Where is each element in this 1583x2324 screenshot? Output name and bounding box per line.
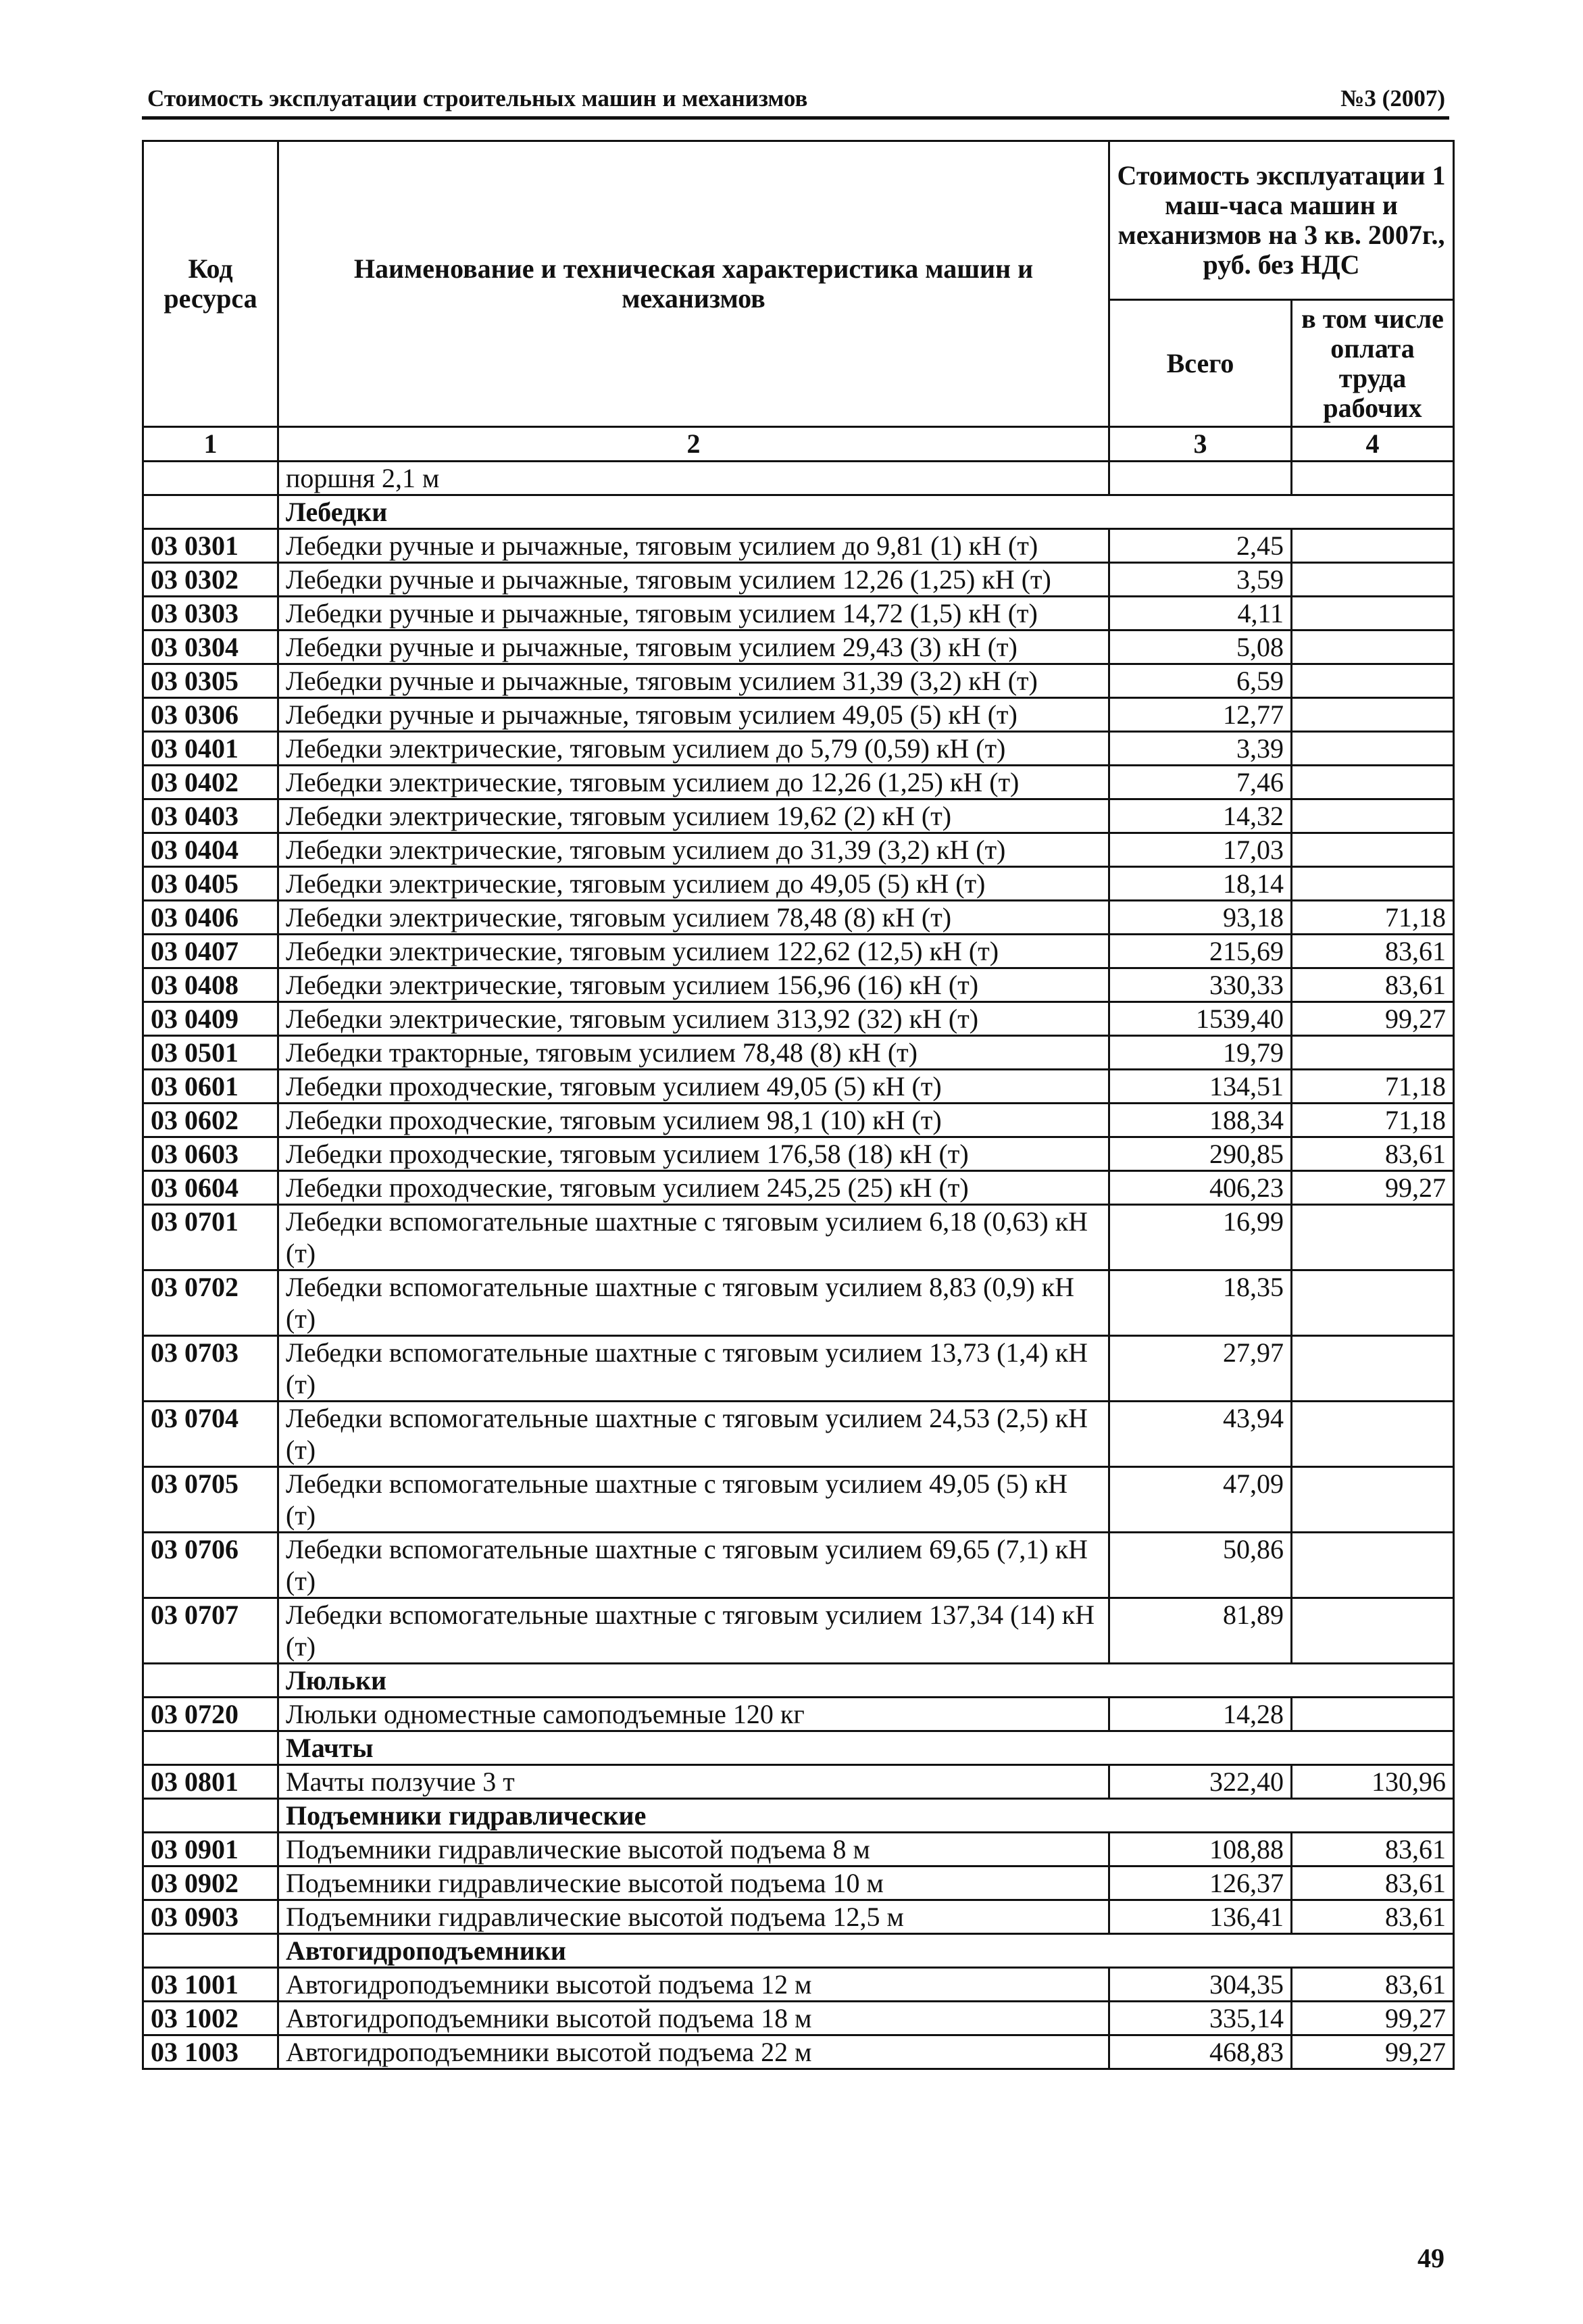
resource-code: 03 0301 (143, 529, 278, 563)
table-row (143, 1402, 1454, 1467)
cost-labor (1292, 1402, 1454, 1467)
cost-labor: 83,61 (1292, 1900, 1454, 1934)
resource-code (143, 462, 278, 495)
machine-name: Лебедки ручные и рычажные, тяговым усилием 29,43 (3) кН (т) (278, 631, 1109, 664)
cost-total: 290,85 (1109, 1137, 1292, 1171)
cost-labor: 99,27 (1292, 1002, 1454, 1036)
cost-total: 134,51 (1109, 1070, 1292, 1104)
table-row (143, 597, 1454, 631)
machine-name: Лебедки ручные и рычажные, тяговым усилием 31,39 (3,2) кН (т) (278, 664, 1109, 698)
cost-labor: 71,18 (1292, 901, 1454, 935)
machine-name: Лебедки электрические, тяговым усилием до 5,79 (0,59) кН (т) (278, 732, 1109, 766)
machine-name: Лебедки электрические, тяговым усилием до 12,26 (1,25) кН (т) (278, 766, 1109, 799)
table-row (143, 1698, 1454, 1731)
cost-labor (1292, 1205, 1454, 1270)
cost-total: 14,28 (1109, 1698, 1292, 1731)
table-row (143, 1467, 1454, 1533)
cost-total: 12,77 (1109, 698, 1292, 732)
cost-labor (1292, 563, 1454, 597)
table-row (143, 901, 1454, 935)
cost-total: 468,83 (1109, 2035, 1292, 2069)
cost-total: 215,69 (1109, 935, 1292, 968)
section-title: Мачты (278, 1731, 1454, 1765)
cost-total (1109, 462, 1292, 495)
machine-name: Подъемники гидравлические высотой подъема 8 м (278, 1833, 1109, 1866)
cost-total: 19,79 (1109, 1036, 1292, 1070)
cost-labor (1292, 867, 1454, 901)
machine-name: Лебедки вспомогательные шахтные с тяговым усилием 49,05 (5) кН (т) (278, 1467, 1109, 1533)
column-header-code: Код ресурса (143, 141, 278, 427)
table-row (143, 1171, 1454, 1205)
cost-total: 335,14 (1109, 2002, 1292, 2035)
cost-total: 188,34 (1109, 1104, 1292, 1137)
table-row (143, 1598, 1454, 1664)
machine-name: Лебедки вспомогательные шахтные с тяговым усилием 137,34 (14) кН (т) (278, 1598, 1109, 1664)
cost-total: 406,23 (1109, 1171, 1292, 1205)
machine-name: Лебедки электрические, тяговым усилием 78,48 (8) кН (т) (278, 901, 1109, 935)
resource-code: 03 1003 (143, 2035, 278, 2069)
cost-labor: 99,27 (1292, 1171, 1454, 1205)
section-code-cell (143, 1664, 278, 1698)
machine-name: Лебедки ручные и рычажные, тяговым усилием 49,05 (5) кН (т) (278, 698, 1109, 732)
table-row (143, 968, 1454, 1002)
resource-code: 03 0603 (143, 1137, 278, 1171)
cost-total: 5,08 (1109, 631, 1292, 664)
cost-labor (1292, 1533, 1454, 1598)
column-number: 3 (1109, 427, 1292, 462)
resource-code: 03 0405 (143, 867, 278, 901)
machine-name: Лебедки электрические, тяговым усилием 19,62 (2) кН (т) (278, 799, 1109, 833)
cost-total: 14,32 (1109, 799, 1292, 833)
table-row (143, 799, 1454, 833)
cost-labor (1292, 529, 1454, 563)
resource-code: 03 0408 (143, 968, 278, 1002)
cost-total: 47,09 (1109, 1467, 1292, 1533)
machine-name: Автогидроподъемники высотой подъема 18 м (278, 2002, 1109, 2035)
cost-labor: 99,27 (1292, 2002, 1454, 2035)
cost-total: 136,41 (1109, 1900, 1292, 1934)
resource-code: 03 0601 (143, 1070, 278, 1104)
resource-code: 03 0702 (143, 1270, 278, 1336)
cost-labor (1292, 766, 1454, 799)
resource-code: 03 0402 (143, 766, 278, 799)
resource-code: 03 0403 (143, 799, 278, 833)
table-row (143, 698, 1454, 732)
running-header (142, 76, 1449, 120)
table-row (143, 2035, 1454, 2069)
section-code-cell (143, 1799, 278, 1833)
machine-name: Лебедки проходческие, тяговым усилием 98,1 (10) кН (т) (278, 1104, 1109, 1137)
resource-code: 03 0401 (143, 732, 278, 766)
resource-code: 03 0704 (143, 1402, 278, 1467)
column-header-cost: Стоимость эксплуатации 1 маш-часа машин и механизмов на 3 кв. 2007г., руб. без НДС (1109, 141, 1454, 300)
cost-total: 7,46 (1109, 766, 1292, 799)
resource-code: 03 0303 (143, 597, 278, 631)
table-row (143, 1270, 1454, 1336)
resource-code: 03 0902 (143, 1866, 278, 1900)
cost-total: 322,40 (1109, 1765, 1292, 1799)
column-number: 4 (1292, 427, 1454, 462)
resource-code: 03 0707 (143, 1598, 278, 1664)
machine-name: Лебедки проходческие, тяговым усилием 49,05 (5) кН (т) (278, 1070, 1109, 1104)
cost-labor (1292, 1336, 1454, 1402)
section-title: Подъемники гидравлические (278, 1799, 1454, 1833)
resource-code: 03 0409 (143, 1002, 278, 1036)
cost-labor: 71,18 (1292, 1104, 1454, 1137)
machine-name: Автогидроподъемники высотой подъема 12 м (278, 1968, 1109, 2002)
column-header-total: Всего (1109, 300, 1292, 427)
table-row (143, 1900, 1454, 1934)
cost-labor (1292, 799, 1454, 833)
section-row (143, 1799, 1454, 1833)
resource-code: 03 0404 (143, 833, 278, 867)
table-row (143, 1866, 1454, 1900)
cost-labor (1292, 462, 1454, 495)
cost-labor (1292, 1270, 1454, 1336)
machine-name: Лебедки электрические, тяговым усилием 156,96 (16) кН (т) (278, 968, 1109, 1002)
table-row (143, 1968, 1454, 2002)
table-row (143, 563, 1454, 597)
section-row (143, 1934, 1454, 1968)
machine-name: Подъемники гидравлические высотой подъема 10 м (278, 1866, 1109, 1900)
resource-code: 03 0406 (143, 901, 278, 935)
column-header-labor: в том числе оплата труда рабочих (1292, 300, 1454, 427)
resource-code: 03 0701 (143, 1205, 278, 1270)
cost-labor (1292, 1036, 1454, 1070)
table-row (143, 1833, 1454, 1866)
machine-name: Лебедки ручные и рычажные, тяговым усилием 12,26 (1,25) кН (т) (278, 563, 1109, 597)
header-issue-number: №3 (2007) (1340, 85, 1445, 112)
cost-total: 3,59 (1109, 563, 1292, 597)
table-row (143, 766, 1454, 799)
cost-labor (1292, 631, 1454, 664)
cost-total: 4,11 (1109, 597, 1292, 631)
machine-name: поршня 2,1 м (278, 462, 1109, 495)
cost-total: 304,35 (1109, 1968, 1292, 2002)
resource-code: 03 0903 (143, 1900, 278, 1934)
cost-total: 81,89 (1109, 1598, 1292, 1664)
resource-code: 03 0305 (143, 664, 278, 698)
cost-total: 126,37 (1109, 1866, 1292, 1900)
machine-name: Мачты ползучие 3 т (278, 1765, 1109, 1799)
cost-total: 43,94 (1109, 1402, 1292, 1467)
table-row (143, 631, 1454, 664)
table-row (143, 1205, 1454, 1270)
cost-labor (1292, 833, 1454, 867)
section-row (143, 1731, 1454, 1765)
section-title: Автогидроподъемники (278, 1934, 1454, 1968)
table-body (143, 462, 1454, 2069)
table-row (143, 732, 1454, 766)
machine-name: Лебедки вспомогательные шахтные с тяговым усилием 24,53 (2,5) кН (т) (278, 1402, 1109, 1467)
table-row (143, 1070, 1454, 1104)
cost-total: 6,59 (1109, 664, 1292, 698)
table-row (143, 529, 1454, 563)
machine-cost-table (142, 140, 1455, 2070)
machine-name: Лебедки электрические, тяговым усилием 122,62 (12,5) кН (т) (278, 935, 1109, 968)
cost-labor: 130,96 (1292, 1765, 1454, 1799)
machine-name: Лебедки электрические, тяговым усилием до 31,39 (3,2) кН (т) (278, 833, 1109, 867)
table-row (143, 1533, 1454, 1598)
cost-labor (1292, 1698, 1454, 1731)
cost-labor: 83,61 (1292, 968, 1454, 1002)
table-row (143, 1336, 1454, 1402)
machine-name: Лебедки вспомогательные шахтные с тяговым усилием 6,18 (0,63) кН (т) (278, 1205, 1109, 1270)
cost-labor (1292, 597, 1454, 631)
machine-name: Лебедки проходческие, тяговым усилием 245,25 (25) кН (т) (278, 1171, 1109, 1205)
cost-labor (1292, 664, 1454, 698)
table-row (143, 1137, 1454, 1171)
cost-total: 108,88 (1109, 1833, 1292, 1866)
section-row (143, 1664, 1454, 1698)
resource-code: 03 0602 (143, 1104, 278, 1137)
cost-labor (1292, 732, 1454, 766)
cost-labor: 83,61 (1292, 1968, 1454, 2002)
cost-labor: 83,61 (1292, 1833, 1454, 1866)
section-code-cell (143, 1934, 278, 1968)
machine-name: Лебедки вспомогательные шахтные с тяговым усилием 8,83 (0,9) кН (т) (278, 1270, 1109, 1336)
cost-labor: 83,61 (1292, 1137, 1454, 1171)
cost-total: 3,39 (1109, 732, 1292, 766)
resource-code: 03 0501 (143, 1036, 278, 1070)
cost-total: 50,86 (1109, 1533, 1292, 1598)
section-code-cell (143, 1731, 278, 1765)
resource-code: 03 0302 (143, 563, 278, 597)
resource-code: 03 0604 (143, 1171, 278, 1205)
table-row (143, 1765, 1454, 1799)
table-row (143, 935, 1454, 968)
cost-total: 18,14 (1109, 867, 1292, 901)
resource-code: 03 0720 (143, 1698, 278, 1731)
table-row (143, 1104, 1454, 1137)
resource-code: 03 1002 (143, 2002, 278, 2035)
cost-labor: 83,61 (1292, 935, 1454, 968)
column-number: 2 (278, 427, 1109, 462)
cost-total: 1539,40 (1109, 1002, 1292, 1036)
section-title: Лебедки (278, 495, 1454, 529)
table-row (143, 867, 1454, 901)
resource-code: 03 1001 (143, 1968, 278, 2002)
cost-total: 16,99 (1109, 1205, 1292, 1270)
page-number: 49 (1417, 2243, 1444, 2273)
cost-labor: 99,27 (1292, 2035, 1454, 2069)
machine-name: Лебедки тракторные, тяговым усилием 78,48 (8) кН (т) (278, 1036, 1109, 1070)
section-row (143, 495, 1454, 529)
table-row (143, 1036, 1454, 1070)
machine-name: Лебедки ручные и рычажные, тяговым усилием до 9,81 (1) кН (т) (278, 529, 1109, 563)
machine-name: Лебедки ручные и рычажные, тяговым усилием 14,72 (1,5) кН (т) (278, 597, 1109, 631)
section-title: Люльки (278, 1664, 1454, 1698)
resource-code: 03 0705 (143, 1467, 278, 1533)
header-title: Стоимость эксплуатации строительных машин и механизмов (147, 85, 808, 112)
cost-total: 18,35 (1109, 1270, 1292, 1336)
cost-labor (1292, 1598, 1454, 1664)
cost-total: 330,33 (1109, 968, 1292, 1002)
resource-code: 03 0801 (143, 1765, 278, 1799)
table-row (143, 664, 1454, 698)
cost-labor (1292, 698, 1454, 732)
resource-code: 03 0901 (143, 1833, 278, 1866)
column-header-name: Наименование и техническая характеристика машин и механизмов (278, 141, 1109, 427)
cost-total: 93,18 (1109, 901, 1292, 935)
resource-code: 03 0407 (143, 935, 278, 968)
machine-name: Лебедки электрические, тяговым усилием до 49,05 (5) кН (т) (278, 867, 1109, 901)
section-code-cell (143, 495, 278, 529)
machine-name: Лебедки электрические, тяговым усилием 313,92 (32) кН (т) (278, 1002, 1109, 1036)
table-row (143, 1002, 1454, 1036)
cost-labor (1292, 1467, 1454, 1533)
machine-name: Лебедки вспомогательные шахтные с тяговым усилием 13,73 (1,4) кН (т) (278, 1336, 1109, 1402)
resource-code: 03 0706 (143, 1533, 278, 1598)
table-row (143, 833, 1454, 867)
cost-total: 17,03 (1109, 833, 1292, 867)
machine-name: Подъемники гидравлические высотой подъема 12,5 м (278, 1900, 1109, 1934)
table-row (143, 2002, 1454, 2035)
cost-labor: 83,61 (1292, 1866, 1454, 1900)
cost-total: 2,45 (1109, 529, 1292, 563)
cost-total: 27,97 (1109, 1336, 1292, 1402)
table-row (143, 462, 1454, 495)
machine-name: Автогидроподъемники высотой подъема 22 м (278, 2035, 1109, 2069)
resource-code: 03 0703 (143, 1336, 278, 1402)
resource-code: 03 0306 (143, 698, 278, 732)
machine-name: Люльки одноместные самоподъемные 120 кг (278, 1698, 1109, 1731)
cost-labor: 71,18 (1292, 1070, 1454, 1104)
column-number: 1 (143, 427, 278, 462)
machine-name: Лебедки вспомогательные шахтные с тяговым усилием 69,65 (7,1) кН (т) (278, 1533, 1109, 1598)
resource-code: 03 0304 (143, 631, 278, 664)
machine-name: Лебедки проходческие, тяговым усилием 176,58 (18) кН (т) (278, 1137, 1109, 1171)
